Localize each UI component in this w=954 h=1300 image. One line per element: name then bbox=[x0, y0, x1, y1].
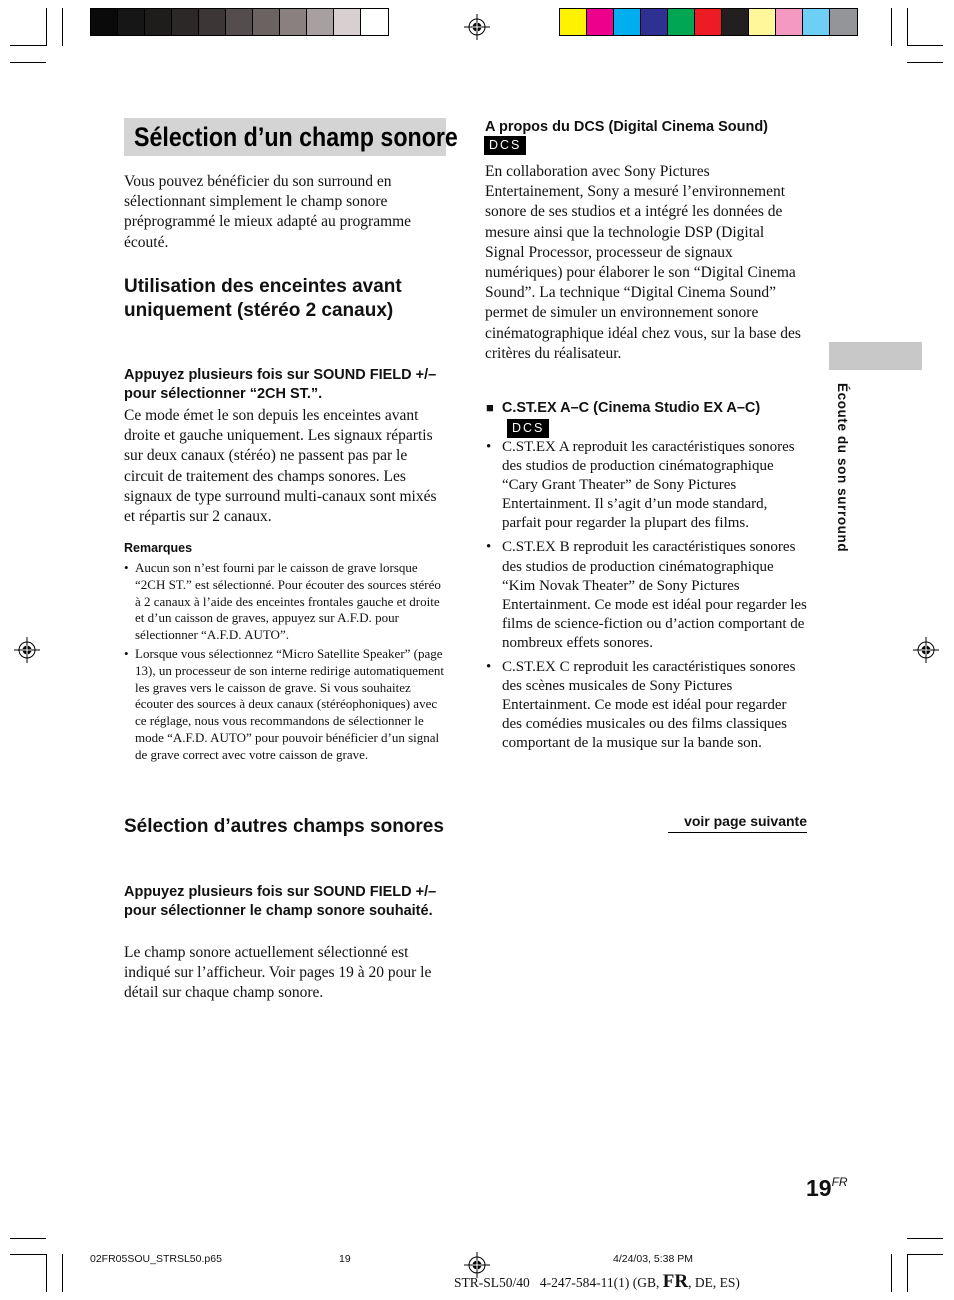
section-tab bbox=[829, 342, 922, 370]
section-heading-stereo: Utilisation des enceintes avant uniquement (stéréo 2 canaux) bbox=[124, 276, 402, 321]
other-body: Le champ sonore actuellement sélectionné est indiqué sur l’afficheur. Voir pages 19 à 20 pour le détail sur chaque champ sonore. bbox=[124, 944, 432, 1002]
color-swatch bbox=[253, 9, 280, 35]
page-number-value: 19 bbox=[806, 1175, 832, 1201]
crop-mark bbox=[10, 1238, 46, 1239]
list-item: • C.ST.EX A reproduit les caractéristiques sonores des studios de production cinématographique “Cary Grant Theater” de Sony Pictures Entertainment. Il s’agit d’un mode standard, parfait pour regarder la plupart des films. bbox=[485, 438, 807, 533]
remarks-heading: Remarques bbox=[124, 541, 193, 555]
registration-mark-icon bbox=[464, 14, 490, 40]
instruction-other: Appuyez plusieurs fois sur SOUND FIELD +/– pour sélectionner le champ sonore souhaité. bbox=[124, 884, 437, 919]
square-bullet-icon: ■ bbox=[486, 400, 494, 415]
crop-mark bbox=[10, 1254, 46, 1255]
section-heading-other: Sélection d’autres champs sonores bbox=[124, 816, 444, 837]
gray-calibration-bar bbox=[90, 8, 389, 36]
page-language: FR bbox=[831, 1175, 848, 1189]
crop-mark bbox=[907, 8, 908, 46]
dcs-badge: DCS bbox=[508, 420, 548, 437]
color-swatch bbox=[641, 9, 668, 35]
registration-mark-icon bbox=[14, 637, 40, 663]
color-swatch bbox=[695, 9, 722, 35]
color-swatch bbox=[361, 9, 388, 35]
color-swatch bbox=[145, 9, 172, 35]
crop-mark bbox=[62, 1254, 63, 1292]
crop-mark bbox=[10, 62, 46, 63]
crop-mark bbox=[891, 8, 892, 46]
crop-mark bbox=[907, 45, 943, 46]
side-label-text: Écoute du son surround bbox=[835, 383, 850, 553]
crop-mark bbox=[10, 45, 46, 46]
color-swatch bbox=[776, 9, 803, 35]
instruction-stereo: Appuyez plusieurs fois sur SOUND FIELD +/– pour sélectionner “2CH ST.”. bbox=[124, 367, 437, 402]
crop-mark bbox=[907, 1238, 943, 1239]
crop-mark bbox=[907, 1254, 908, 1292]
footer-file: 02FR05SOU_STRSL50.p65 bbox=[90, 1253, 222, 1265]
remarks-list bbox=[124, 560, 446, 766]
footer-model-bold: FR bbox=[662, 1271, 689, 1292]
list-item: • Aucun son n’est fourni par le caisson de grave lorsque “2CH ST.” est sélectionné. Pour écouter des sources stéréo à 2 canaux à l’aide des enceintes frontales gauche et droite et d’un caisson de graves, appuyez sur A.F.D. pour sélectionner “A.F.D. AUTO”. bbox=[124, 560, 446, 644]
footer-model bbox=[454, 1271, 740, 1293]
page-number bbox=[806, 1167, 848, 1203]
crop-mark bbox=[46, 8, 47, 46]
cstex-list bbox=[485, 438, 807, 759]
dcs-heading-text: A propos du DCS (Digital Cinema Sound) bbox=[485, 119, 769, 135]
color-swatch bbox=[830, 9, 857, 35]
next-page-link[interactable]: voir page suivante bbox=[668, 812, 807, 833]
footer-date: 4/24/03, 5:38 PM bbox=[613, 1253, 693, 1265]
list-item: • Lorsque vous sélectionnez “Micro Satellite Speaker” (page 13), un processeur de son interne redirige automatiquement les graves vers le caisson de grave. Si vous souhaitez écouter des sources à deux canaux (stéréophoniques) avec ce réglage, nous vous recommandons de sélectionner le mode “A.F.D. AUTO” pour pouvoir bénéficier d’un signal de grave correct avec votre caisson de grave. bbox=[124, 646, 446, 764]
footer-sheet: 19 bbox=[339, 1253, 351, 1265]
crop-mark bbox=[62, 8, 63, 46]
list-item: • C.ST.EX C reproduit les caractéristiques sonores des scènes musicales de Sony Pictures Entertainment. Ce mode est idéal pour regarder des comédies musicales ou des films classiques comportant de la musique sur la bande son. bbox=[485, 658, 807, 753]
footer-model-suffix: , DE, ES) bbox=[688, 1275, 740, 1290]
color-swatch bbox=[280, 9, 307, 35]
footer-model-prefix: STR-SL50/40 4-247-584-11(1) (GB, bbox=[454, 1275, 663, 1290]
color-swatch bbox=[587, 9, 614, 35]
color-swatch bbox=[668, 9, 695, 35]
cstex-heading bbox=[486, 398, 806, 439]
dcs-heading bbox=[485, 118, 805, 156]
color-swatch bbox=[199, 9, 226, 35]
stereo-body: Ce mode émet le son depuis les enceintes avant droite et gauche uniquement. Les signaux répartis sur deux canaux (stéréo) ne passent pas par le circuit de traitement des champs sonores. Les signaux de type surround multi-canaux sont mixés et répartis sur 2 canaux. bbox=[124, 407, 437, 526]
color-swatch bbox=[118, 9, 145, 35]
crop-mark bbox=[891, 1254, 892, 1292]
section-side-label bbox=[832, 383, 852, 593]
crop-mark bbox=[907, 62, 943, 63]
color-swatch bbox=[334, 9, 361, 35]
dcs-body: En collaboration avec Sony Pictures Entertainement, Sony a mesuré l’environnement sonore de ses studios et a intégré les données de mesure ainsi que la technologie DSP (Digital Signal Processor, processeur de signaux numériques) pour élaborer le son “Digital Cinema Sound”. La technique “Digital Cinema Sound” permet de simuler un environnement sonore cinématographique idéal chez vous, sur la base des critères du réalisateur. bbox=[485, 163, 801, 362]
color-swatch bbox=[307, 9, 334, 35]
cstex-heading-text: C.ST.EX A–C (Cinema Studio EX A–C) bbox=[501, 400, 761, 416]
color-calibration-bar bbox=[559, 8, 858, 36]
dcs-badge: DCS bbox=[485, 137, 525, 154]
intro-paragraph: Vous pouvez bénéficier du son surround en sélectionnant simplement le champ sonore préprogrammé le mieux adapté au programme écouté. bbox=[124, 173, 412, 251]
list-item: • C.ST.EX B reproduit les caractéristiques sonores des studios de production cinématographique “Kim Novak Theater” de Sony Pictures Entertainment. Ce mode est idéal pour regarder les films de science-fiction ou d’action comportant de nombreux effets sonores. bbox=[485, 538, 807, 653]
color-swatch bbox=[749, 9, 776, 35]
color-swatch bbox=[172, 9, 199, 35]
color-swatch bbox=[614, 9, 641, 35]
color-swatch bbox=[803, 9, 830, 35]
color-swatch bbox=[722, 9, 749, 35]
page-title: Sélection d’un champ sonore bbox=[134, 122, 458, 152]
color-swatch bbox=[226, 9, 253, 35]
color-swatch bbox=[560, 9, 587, 35]
crop-mark bbox=[46, 1254, 47, 1292]
registration-mark-icon bbox=[913, 637, 939, 663]
page-title-box bbox=[124, 118, 458, 156]
crop-mark bbox=[907, 1254, 943, 1255]
color-swatch bbox=[91, 9, 118, 35]
